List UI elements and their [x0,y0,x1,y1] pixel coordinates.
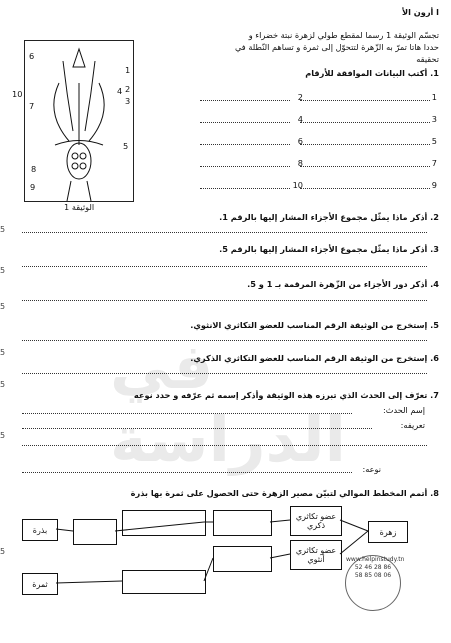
label-3: 3 [125,96,131,106]
label-10: 10 [12,89,23,99]
q5-answer-line [22,340,427,341]
flower-diagram [12,40,134,202]
q2-answer-line [22,232,427,233]
label-2: 2 [125,84,131,94]
q7-type: نوعه: [362,464,381,474]
q7-event-line [22,413,352,414]
answer-line-1 [300,100,430,101]
answer-line-2 [200,100,290,101]
flower-cross-section [25,41,133,201]
contact-stamp [345,555,405,611]
margin-mark-1: 5 [0,225,6,234]
stamp-phone-1: 52 46 28 86 [354,564,392,571]
q7-event-name: إسم الحدث: [382,405,425,415]
flower-box[interactable]: زهرة [368,521,408,543]
intro-line-2: حددا هاتا تمرّ به الزّهرة لتتحوّل إلى ثمرة و تساهم النّطلة في [234,42,439,52]
answer-line-8 [200,166,290,167]
intro-line-1: تجسّم الوثيقة 1 رسما لمقطع طولي لزهرة نبتة خضراء و [248,30,439,40]
answer-line-10 [200,188,290,189]
question-2: 2. أذكر ماذا يمثّل مجموع الأجزاء المشار إليها بالرقم 1. [219,212,439,222]
female-organ-box[interactable]: عضو تكاثري أنثوي [290,540,342,570]
intro-line-3: تحقيقه [416,54,439,64]
q7-definition-line [22,428,372,429]
question-8: 8. أتمم المخطط الموالي لتبيّن مصير الزهرة حتى الحصول على ثمرة بها بذرة [130,488,439,498]
answer-line-6 [200,144,290,145]
answer-row-1: 1 [431,92,437,102]
margin-mark-4: 5 [0,348,6,357]
answer-line-5 [300,144,430,145]
label-4: 4 [117,86,123,96]
margin-mark-7: 5 [0,547,6,556]
q7-definition: تعريفه: [400,420,425,430]
margin-mark-2: 5 [0,266,6,275]
fruit-box[interactable]: ثمرة [22,573,58,595]
margin-mark-3: 5 [0,302,6,311]
figure-caption: الوثيقة 1 [64,202,95,212]
answer-row-3: 3 [431,114,437,124]
question-7: 7. تعرّف إلى الحدث الذي تبرزه هذه الوثيقة وأذكر إسمه ثم عرّفه و حدد نوعه [133,390,439,400]
answer-row-6: 6 [297,136,303,146]
label-8: 8 [31,164,37,174]
answer-row-8: 8 [297,158,303,168]
answer-row-9: 9 [431,180,437,190]
q3-answer-line [22,266,427,267]
header: ا أرون الأ [401,7,439,17]
label-5: 5 [123,141,129,151]
label-7: 7 [29,101,35,111]
question-4: 4. أذكر دور الأجزاء من الزّهرة المرقمة بـ 1 و 5. [247,279,439,289]
margin-mark-6: 5 [0,431,6,440]
answer-line-7 [300,166,430,167]
answer-row-2: 2 [297,92,303,102]
answer-line-3 [300,122,430,123]
stamp-phone-2: 58 85 08 06 [354,572,392,579]
answer-row-4: 4 [297,114,303,124]
margin-mark-5: 5 [0,380,6,389]
question-3: 3. أذكر ماذا يمثّل مجموع الأجزاء المشار إليها بالرقم 5. [219,244,439,254]
seed-box[interactable]: بذرة [22,519,58,541]
label-9: 9 [30,182,36,192]
label-1: 1 [125,65,131,75]
answer-row-5: 5 [431,136,437,146]
answer-line-9 [300,188,430,189]
stamp-site: www.helpinstudy.tn [346,556,405,563]
answer-row-7: 7 [431,158,437,168]
q6-answer-line [22,373,427,374]
watermark: في الدراسة [110,330,346,476]
answer-line-4 [200,122,290,123]
male-organ-box[interactable]: عضو تكاثري ذكري [290,506,342,536]
q7-type-line [22,472,352,473]
q7-definition-line-2 [22,445,427,446]
question-6: 6. إستخرج من الوثيقة الرقم المناسب للعضو التكاثري الذكري. [190,353,439,363]
answer-row-10: 10 [292,180,303,190]
question-1: 1. أكتب البيانات الموافقة للأرقام [305,68,439,78]
question-5: 5. إستخرج من الوثيقة الرقم المناسب للعضو التكاثري الانثوي. [190,320,439,330]
q4-answer-line [22,300,427,301]
label-6: 6 [29,51,35,61]
